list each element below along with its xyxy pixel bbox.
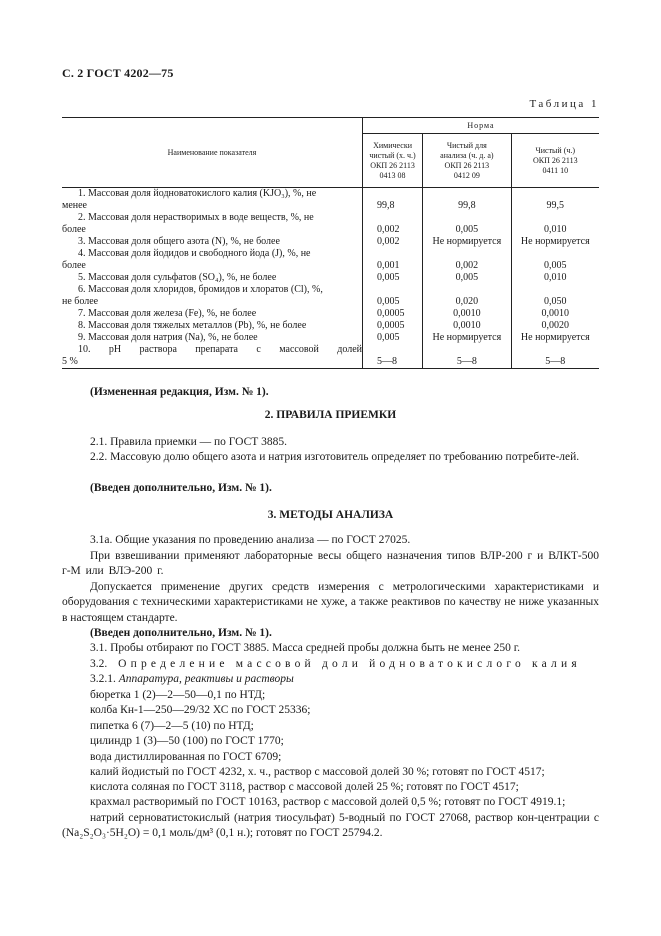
table-row (62, 248, 599, 272)
indicator-name (62, 320, 363, 332)
grade-header-line: ОКП 26 2113 (533, 155, 578, 165)
norm-value: 0,005 (363, 284, 423, 308)
section-3-title: 3. МЕТОДЫ АНАЛИЗА (267, 509, 394, 521)
norm-value: Не нормируется (423, 332, 512, 344)
indicator-name-line: 3. Массовая доля общего азота (N), %, не более (78, 236, 280, 247)
table-row (62, 272, 599, 284)
table-caption: Таблица 1 (529, 98, 599, 110)
norm-value: 0,001 (363, 248, 423, 272)
norm-value: 0,0020 (511, 320, 599, 332)
norm-value: 0,0010 (423, 308, 512, 320)
norm-value: 0,020 (423, 284, 512, 308)
clause-number: 3.2. (90, 658, 108, 670)
norm-value: 0,005 (363, 332, 423, 344)
grade-header-line: Чистый для (446, 140, 487, 150)
norm-value: 5—8 (511, 344, 599, 369)
indicator-name (62, 308, 363, 320)
norm-value: 0,005 (511, 248, 599, 272)
indicator-name-line: 1. Массовая доля йодноватокислого калия (KJO₃), %, не (78, 188, 317, 199)
reagent-item: вода дистиллированная по ГОСТ 6709; (90, 750, 282, 763)
indicator-name (62, 236, 363, 248)
grade-header-line: Чистый (ч.) (535, 145, 576, 155)
reagent-sodium-thiosulfate: натрий серноватистокислый (натрия тиосульфат) 5-водный по ГОСТ 27068, раствор кон-центрации c (Na₂S₂O₃·5H₂O) = 0,1 моль/дм³ (0,1 н.); готовят по ГОСТ 25794.2. (62, 812, 599, 840)
reagent-item: бюретка 1 (2)—2—50—0,1 по НТД; (90, 689, 266, 701)
grade-header-line: 0411 10 (542, 165, 569, 175)
norm-value: 0,050 (511, 284, 599, 308)
reagent-item: калий йодистый по ГОСТ 4232, х. ч., раствор с массовой долей 30 %; готовят по ГОСТ 4517; (90, 766, 545, 779)
indicator-name-line: 5 % (62, 356, 78, 367)
paragraph-scales: При взвешивании применяют лабораторные весы общего назначения типов ВЛР-200 г и ВЛКТ-500 г-М или ВЛЭ-200 г. (62, 550, 599, 578)
grade-header-line: ОКП 26 2113 (444, 160, 490, 170)
indicator-name (62, 212, 363, 236)
paragraph-3-1a: 3.1а. Общие указания по проведению анализа — по ГОСТ 27025. (90, 534, 411, 546)
column-header-name: Наименование показателя (62, 118, 363, 188)
grade-header-line: ОКП 26 2113 (370, 160, 415, 170)
paragraph-3-1: 3.1. Пробы отбирают по ГОСТ 3885. Масса средней пробы должна быть не менее 250 г. (90, 642, 520, 654)
indicator-name-line: 8. Массовая доля тяжелых металлов (Pb), %, не более (78, 320, 307, 331)
norm-value: 0,010 (511, 212, 599, 236)
indicator-name-line: 7. Массовая доля железа (Fe), %, не более (78, 308, 257, 319)
paragraph-2-1: 2.1. Правила приемки — по ГОСТ 3885. (90, 436, 288, 448)
norm-value: 5—8 (423, 344, 512, 369)
norm-value: 0,0010 (423, 320, 512, 332)
indicator-name (62, 272, 363, 284)
table-row (62, 284, 599, 308)
indicator-name-line: менее (62, 200, 87, 211)
norm-value: Не нормируется (511, 332, 599, 344)
note-added-2: (Введен дополнительно, Изм. № 1). (90, 482, 272, 494)
indicator-name-line: более (62, 224, 86, 235)
indicator-name (62, 344, 363, 369)
reagents-list (62, 688, 599, 796)
norm-value: 0,0005 (363, 308, 423, 320)
norm-value: 0,005 (423, 272, 512, 284)
clause-title-spaced: Определение массовой доли йодноватокислого калия (118, 658, 581, 670)
page-header: С. 2 ГОСТ 4202—75 (62, 66, 174, 80)
table-row (62, 308, 599, 320)
column-header-norm: Норма (363, 118, 600, 134)
indicator-name-line: 6. Массовая доля хлоридов, бромидов и хлоратов (Cl), %, (78, 284, 323, 295)
norm-value: 0,002 (423, 248, 512, 272)
norm-value: 5—8 (363, 344, 423, 369)
norm-value: Не нормируется (423, 236, 512, 248)
indicator-name-line: 10. pH раствора препарата с массовой долей (78, 344, 362, 355)
indicator-name-line: 9. Массовая доля натрия (Na), %, не более (78, 332, 258, 343)
grade-header-line: чистый (х. ч.) (369, 150, 416, 160)
paragraph-2-2: 2.2. Массовую долю общего азота и натрия изготовитель определяет по требованию потребите-лей. (90, 451, 580, 463)
norm-value: 0,005 (423, 212, 512, 236)
indicator-name (62, 332, 363, 344)
clause-title-italic: Аппаратура, реактивы и растворы (118, 673, 294, 685)
table-row (62, 212, 599, 236)
grade-header-line: анализа (ч. д. а) (440, 150, 494, 160)
norm-value: 0,0010 (511, 308, 599, 320)
norm-value: 0,002 (363, 212, 423, 236)
reagent-item: пипетка 6 (7)—2—5 (10) по НТД; (90, 719, 254, 732)
table-row (62, 320, 599, 332)
grade-header-line: 0413 08 (379, 170, 406, 180)
norm-value: 99,8 (363, 188, 423, 213)
norm-value: 0,010 (511, 272, 599, 284)
indicator-name-line: не более (62, 296, 99, 307)
paragraph-3-2 (62, 657, 599, 672)
paragraph-3-2-1 (62, 672, 599, 687)
reagent-starch: крахмал растворимый по ГОСТ 10163, раствор с массовой долей 0,5 %; готовят по ГОСТ 4919.1; (90, 796, 566, 808)
table-row (62, 332, 599, 344)
norm-value: 0,002 (363, 236, 423, 248)
table-row (62, 236, 599, 248)
paragraph-allowed-instruments: Допускается применение других средств измерения с метрологическими характеристиками и оборудования с техническими характеристиками не хуже, а также реактивов по качеству не ниже указанных в настоящем стандарте. (62, 581, 599, 624)
indicator-name-line: 5. Массовая доля сульфатов (SO₄), %, не более (78, 272, 277, 283)
table-row (62, 188, 599, 213)
indicator-name-line: более (62, 260, 86, 271)
grade-header-line: 0412 09 (453, 170, 480, 180)
indicator-name-line: 4. Массовая доля йодидов и свободного йода (J), %, не (78, 248, 311, 259)
note-changed-edition: (Измененная редакция, Изм. № 1). (90, 386, 269, 398)
note-added-3: (Введен дополнительно, Изм. № 1). (90, 627, 272, 639)
norm-value: Не нормируется (511, 236, 599, 248)
norm-value: 99,8 (423, 188, 512, 213)
norm-value: 0,0005 (363, 320, 423, 332)
reagent-item: колба Кн-1—250—29/32 ХС по ГОСТ 25336; (90, 704, 311, 717)
section-2-title: 2. ПРАВИЛА ПРИЕМКИ (264, 409, 397, 421)
indicator-name (62, 284, 363, 308)
reagent-item: цилиндр 1 (3)—50 (100) по ГОСТ 1770; (90, 735, 284, 748)
grade-header (511, 134, 599, 188)
grade-header (363, 134, 423, 188)
grade-header (423, 134, 512, 188)
indicator-name-line: 2. Массовая доля нерастворимых в воде веществ, %, не (78, 212, 314, 223)
grade-header-line: Химически (373, 140, 412, 150)
reagent-item: кислота соляная по ГОСТ 3118, раствор с массовой долей 25 %; готовят по ГОСТ 4517; (90, 781, 519, 794)
indicator-name (62, 188, 363, 213)
norm-value: 0,005 (363, 272, 423, 284)
table-row (62, 344, 599, 369)
clause-number: 3.2.1. (90, 673, 116, 685)
norms-table (62, 117, 599, 369)
norm-value: 99,5 (511, 188, 599, 213)
indicator-name (62, 248, 363, 272)
